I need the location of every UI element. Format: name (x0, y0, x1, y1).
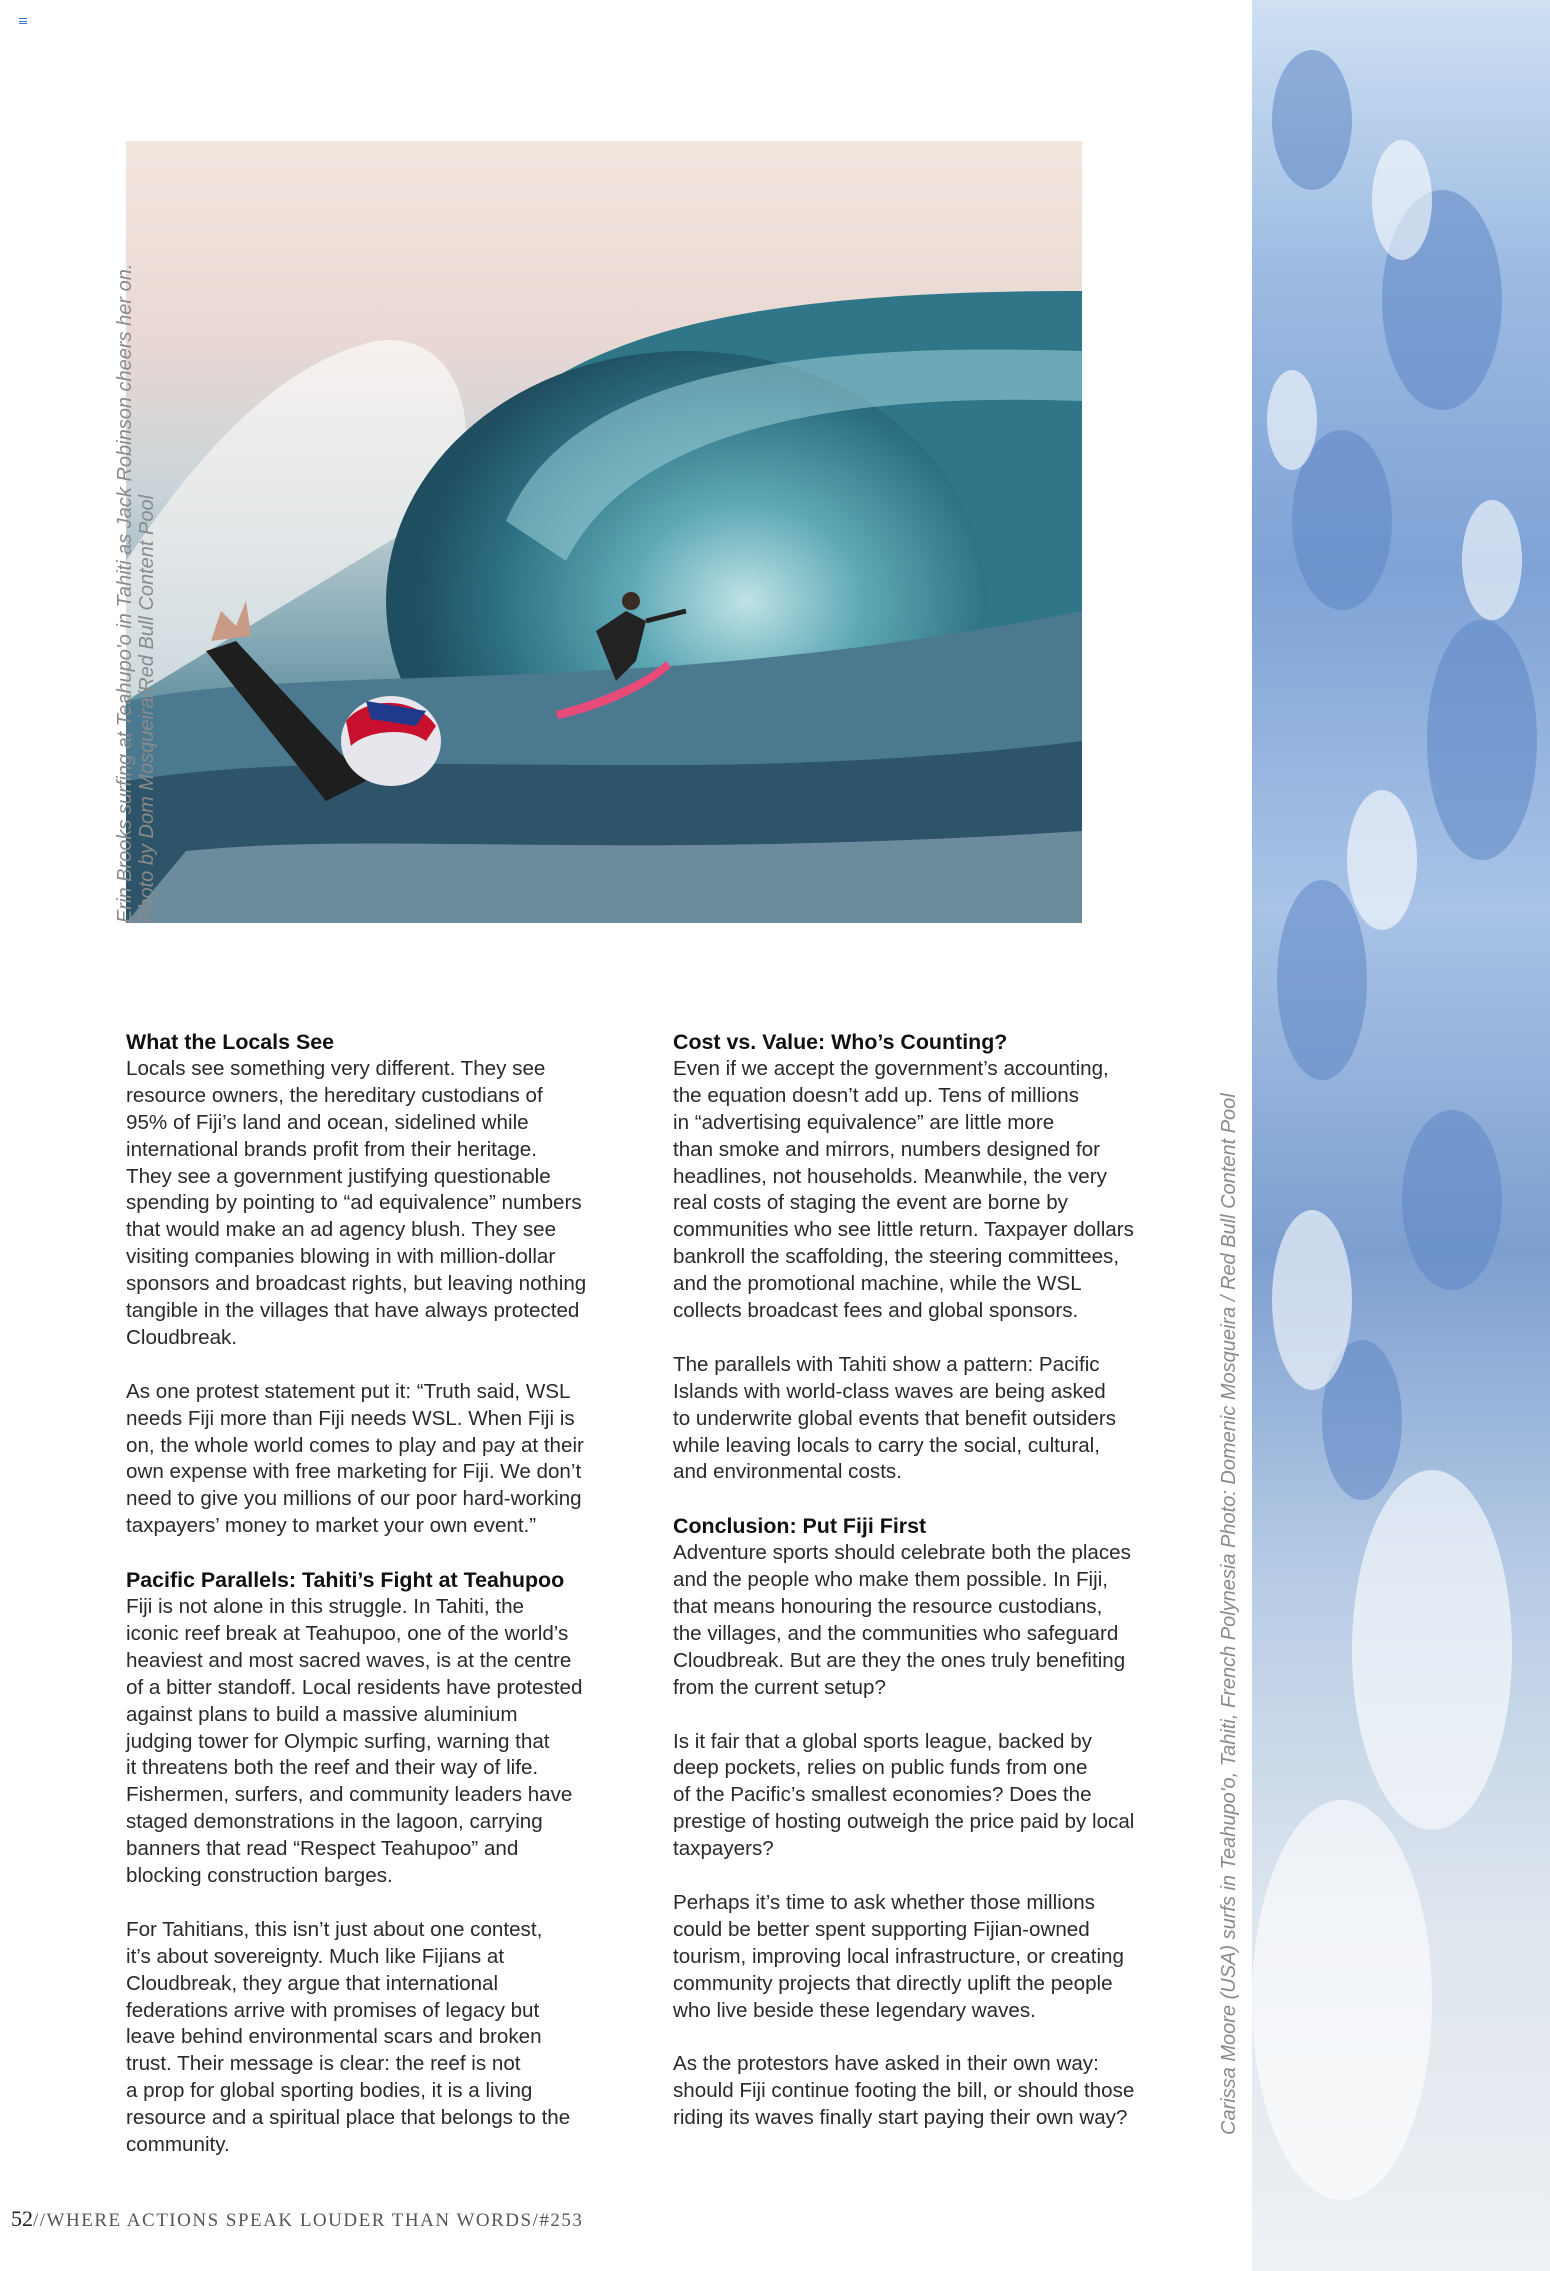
menu-icon[interactable] (19, 18, 27, 24)
paragraph: Even if we accept the government’s accounting, the equation doesn’t add up. Tens of millions in “advertising equivalence” are little more than smoke and mirrors, numbers designed for headlines, not households. Meanwhile, the very real costs of staging the event are borne by communities who see little return. Taxpayer dollars bankroll the scaffolding, the steering committees, and the promotional machine, while the WSL collects broadcast fees and global sponsors. (673, 1056, 1134, 1323)
article-left-column (126, 1029, 656, 2186)
photo-caption-line2: Photo by Dom Mosqueira/Red Bull Content Pool (136, 494, 158, 923)
heading-what-the-locals-see: What the Locals See (126, 1030, 335, 1054)
paragraph: Perhaps it’s time to ask whether those millions could be better spent supporting Fijian-owned tourism, improving local infrastructure, or creating community projects that directly uplift the people who live beside these legendary waves. (673, 1890, 1124, 2022)
paragraph: The parallels with Tahiti show a pattern: Pacific Islands with world-class waves are being asked to underwrite global events that benefit outsiders while leaving locals to carry the social, cultural, and environmental costs. (673, 1352, 1117, 1484)
paragraph: For Tahitians, this isn’t just about one contest, it’s about sovereignty. Much like Fijians at Cloudbreak, they argue that international federations arrive with promises of legacy but leave behind environmental scars and broken trust. Their message is clear: the reef is not a prop for global sporting bodies, it is a living resource and a spiritual place that belongs to the community. (126, 1917, 571, 2157)
wave-illustration (126, 141, 1082, 923)
surfing-barrel-photo (126, 141, 1082, 923)
heading-conclusion: Conclusion: Put Fiji First (673, 1514, 927, 1539)
side-caption: Carissa Moore (USA) surfs in Teahupo'o, Tahiti, French Polynesia Photo: Domenic Mosqueira / Red Bull Content Pool (1218, 1093, 1240, 2135)
paragraph: Locals see something very different. They see resource owners, the hereditary custodians of 95% of Fiji’s land and ocean, sidelined while international brands profit from their heritage. They see a government justifying questionable spending by pointing to “ad equivalence” numbers that would make an ad agency blush. They see visiting companies blowing in with million-dollar sponsors and broadcast rights, but leaving nothing tangible in the villages that have always protected Cloudbreak. (126, 1056, 587, 1349)
heading-cost-vs-value: Cost vs. Value: Who’s Counting? (673, 1030, 1008, 1054)
article-right-column (673, 1029, 1203, 2159)
page-footer (11, 2206, 583, 2232)
photo-caption-line1: Erin Brooks surfing at Teahupo'o in Tahiti as Jack Robinson cheers her on. (114, 263, 136, 923)
paragraph: As one protest statement put it: “Truth said, WSL needs Fiji more than Fiji needs WSL. When Fiji is on, the whole world comes to play and pay at their own expense with free marketing for Fiji. We don’t need to give you millions of our poor hard-working taxpayers’ money to market your own event.” (126, 1379, 584, 1538)
wave-spray-photo (1252, 0, 1550, 2271)
paragraph: As the protestors have asked in their own way: should Fiji continue footing the bill, or should those riding its waves finally start paying their own way? (673, 2052, 1135, 2130)
paragraph: Adventure sports should celebrate both the places and the people who make them possible. In Fiji, that means honouring the resource custodians, the villages, and the communities who safeguard Cloudbreak. But are they the ones truly benefiting from the current setup? (673, 1541, 1131, 1699)
page-number: 52 (11, 2206, 33, 2231)
heading-pacific-parallels: Pacific Parallels: Tahiti’s Fight at Teahupoo (126, 1568, 565, 1593)
paragraph: Is it fair that a global sports league, backed by deep pockets, relies on public funds from one of the Pacific’s smallest economies? Does the prestige of hosting outweigh the price paid by local taxpayers? (673, 1729, 1135, 1861)
paragraph: Fiji is not alone in this struggle. In Tahiti, the iconic reef break at Teahupoo, one of the world’s heaviest and most sacred waves, is at the centre of a bitter standoff. Local residents have protested against plans to build a massive aluminium judging tower for Olympic surfing, warning that it threatens both the reef and their way of life. Fishermen, surfers, and community leaders have staged demonstrations in the lagoon, carrying banners that read “Respect Teahupoo” and blocking construction barges. (126, 1595, 583, 1888)
footer-tagline: //WHERE ACTIONS SPEAK LOUDER THAN WORDS/#253 (33, 2210, 584, 2231)
photo-caption (114, 203, 184, 923)
spray-texture (1252, 0, 1550, 2271)
